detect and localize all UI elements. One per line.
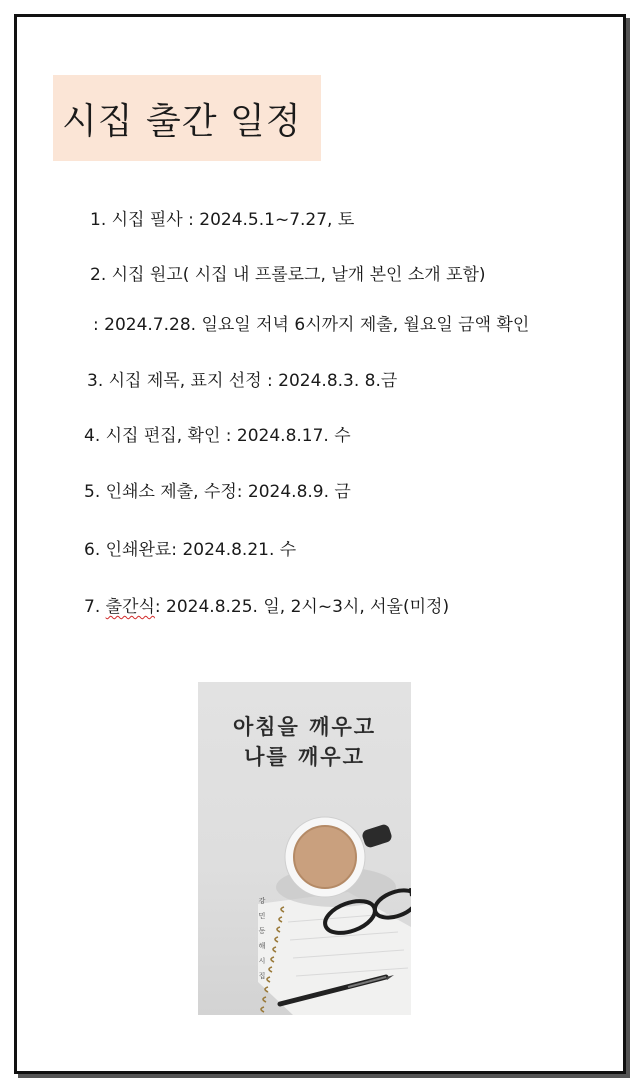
cover-title-line-1: 아침을 깨우고 [232,715,377,739]
cover-title [198,712,411,772]
cover-author: 강민동해시집 [258,897,266,980]
schedule-item-6: 6. 인쇄완료: 2024.8.21. 수 [84,540,297,560]
schedule-item-7-number: 7. [84,597,106,617]
schedule-item-5: 5. 인쇄소 제출, 수정: 2024.8.9. 금 [84,482,351,502]
spellcheck-flagged-word: 출간식 [105,597,155,617]
schedule-item-4: 4. 시집 편집, 확인 : 2024.8.17. 수 [84,426,351,446]
schedule-item-2: 2. 시집 원고( 시집 내 프롤로그, 날개 본인 소개 포함) [90,265,486,285]
page-title: 시집 출간 일정 [62,100,302,142]
schedule-item-7-detail: : 2024.8.25. 일, 2시~3시, 서울(미정) [154,597,450,617]
cup-handle [361,823,393,849]
schedule-item-1: 1. 시집 필사 : 2024.5.1~7.27, 토 [90,210,355,230]
cover-title-line-2: 나를 깨우고 [244,745,365,769]
title-box [53,75,321,161]
schedule-item-7 [84,592,449,617]
book-cover-image [198,682,411,1015]
schedule-item-2-detail: : 2024.7.28. 일요일 저녁 6시까지 제출, 월요일 금액 확인 [93,315,530,335]
schedule-item-3: 3. 시집 제목, 표지 선정 : 2024.8.3. 8.금 [87,371,398,391]
